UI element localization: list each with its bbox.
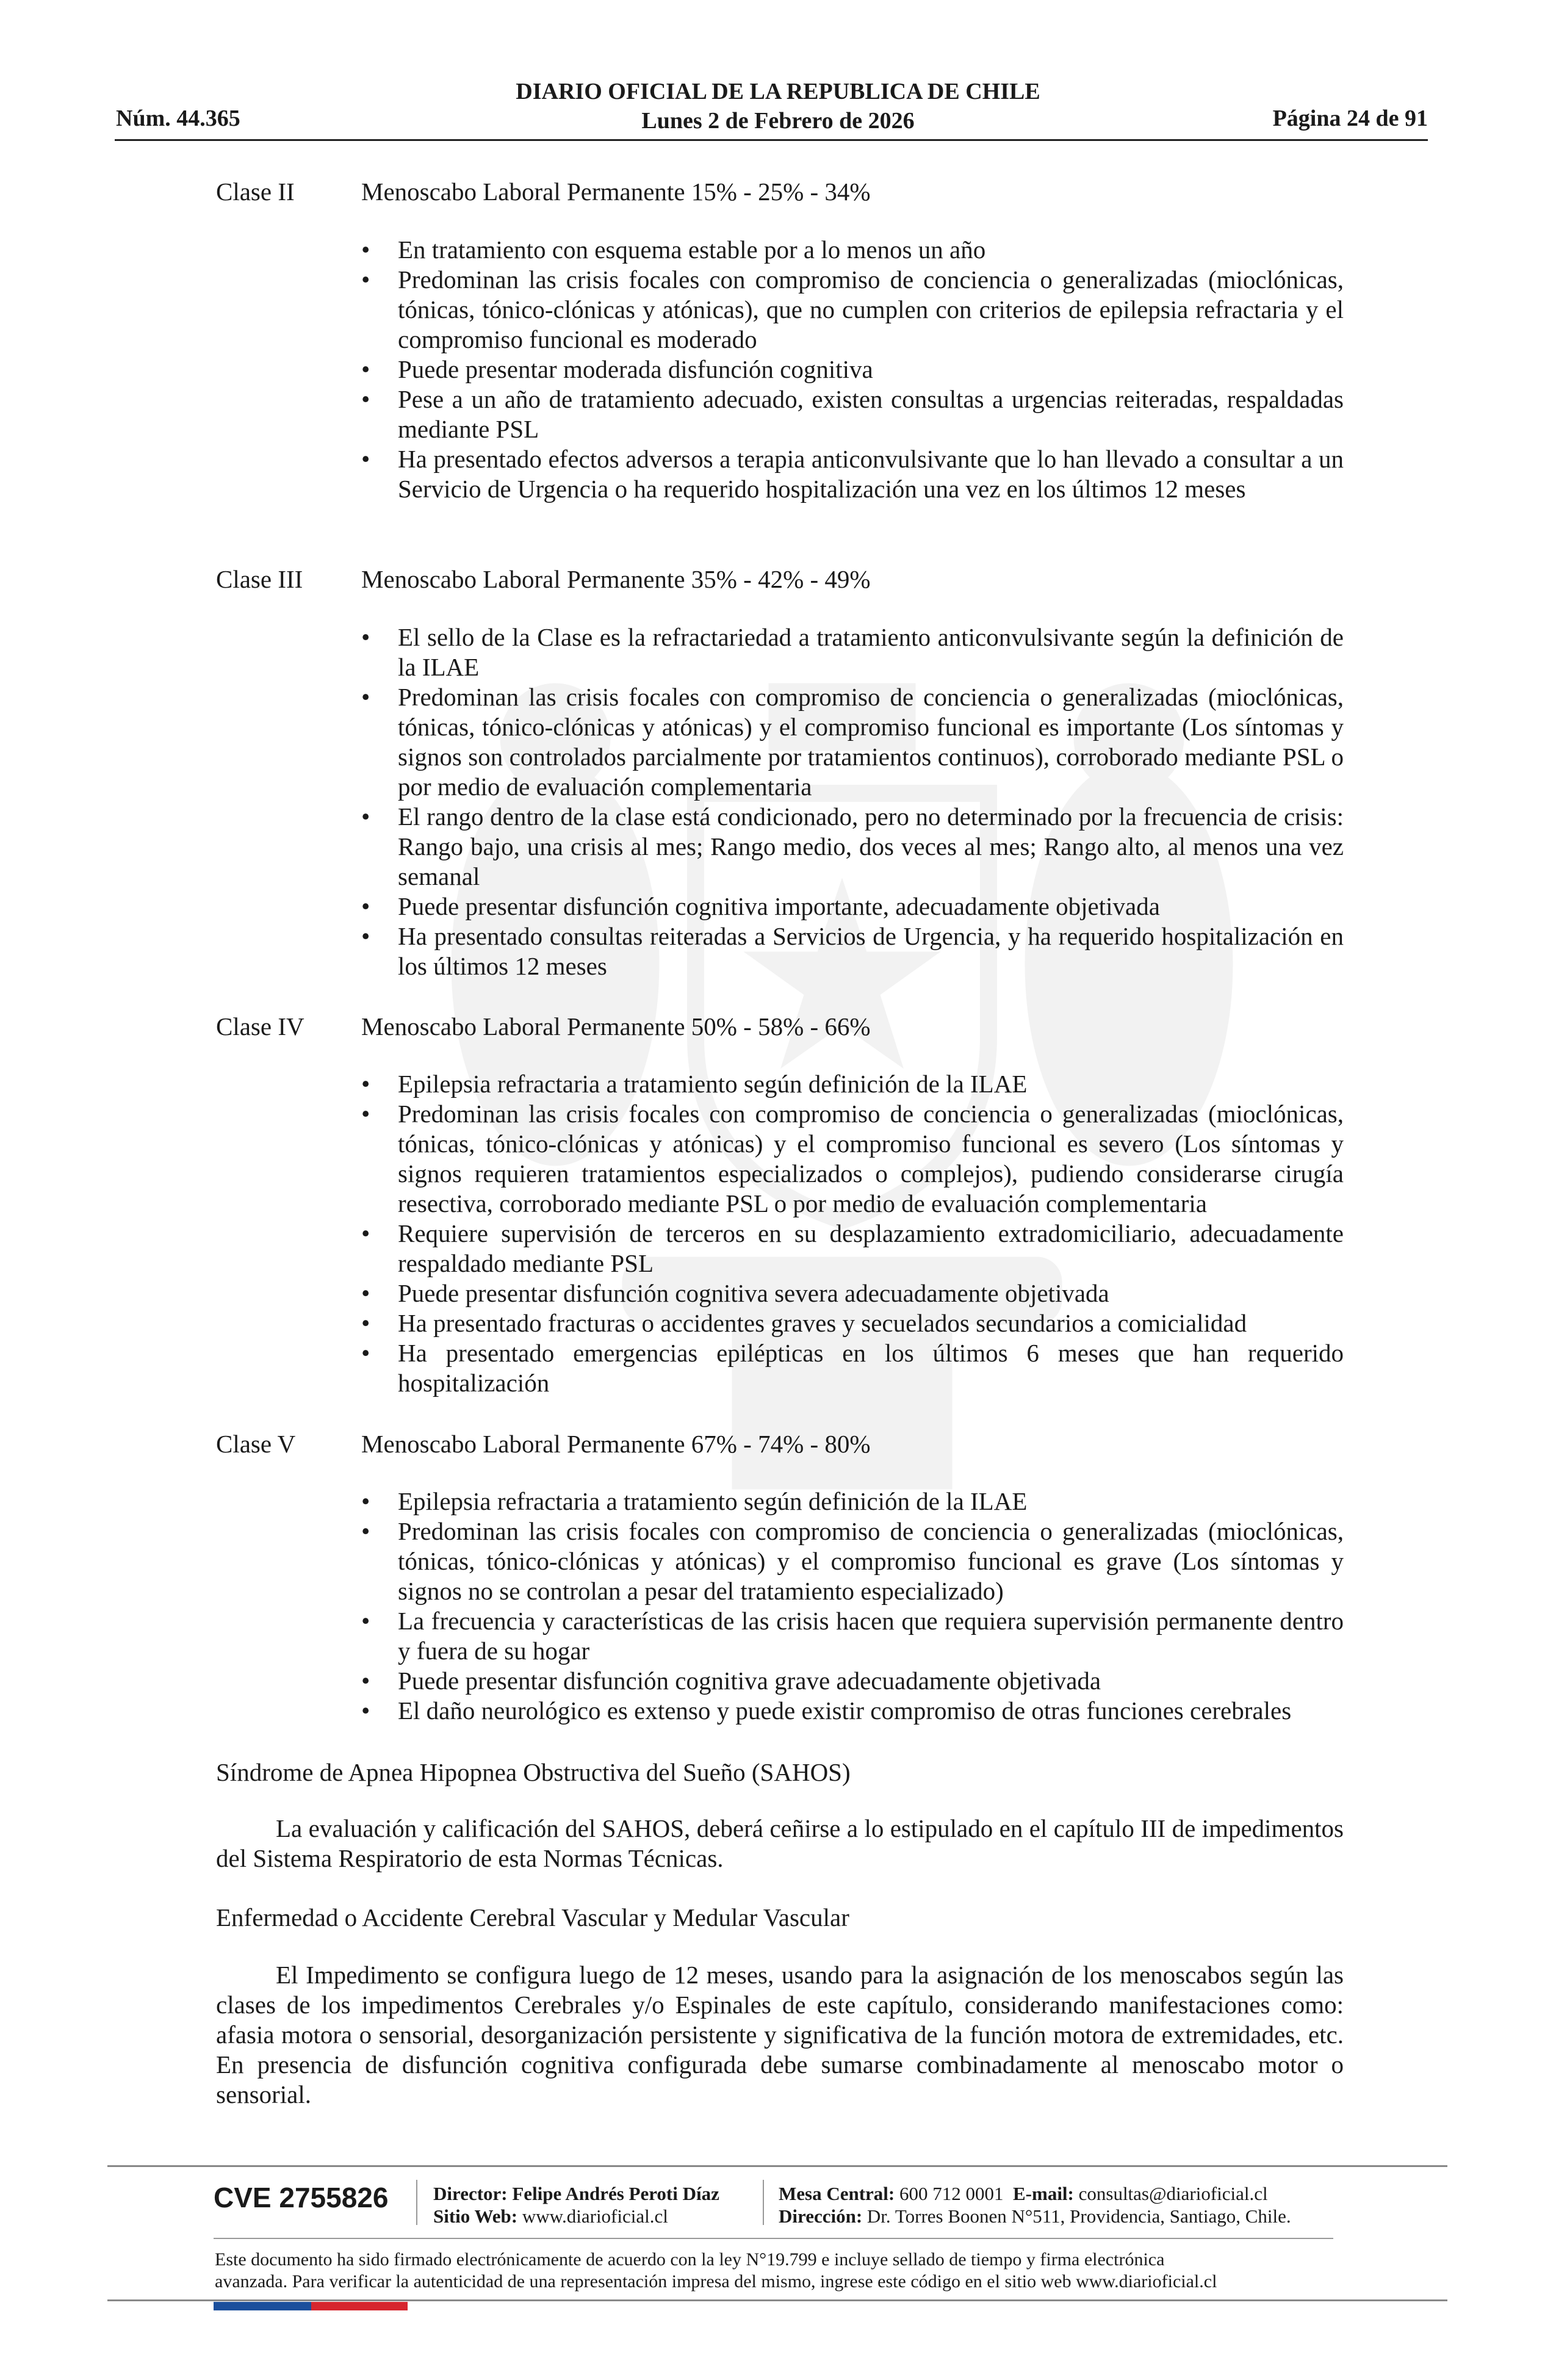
list-item: • Ha presentado consultas reiteradas a Servicios de Urgencia, y ha requerido hospitalización en los últimos 12 meses [361, 922, 1344, 980]
clase-heading [216, 1012, 1345, 1044]
mesa-phone: 600 712 0001 [899, 2183, 1004, 2204]
clase-heading [216, 177, 1345, 209]
list-item: • La frecuencia y características de las crisis hacen que requiera supervisión permanente dentro y fuera de su hogar [361, 1607, 1344, 1665]
direccion-address: Dr. Torres Boonen N°511, Providencia, Santiago, Chile. [866, 2205, 1291, 2227]
email-address[interactable]: consultas@diarioficial.cl [1078, 2183, 1268, 2204]
clase-label: Clase IV [216, 1012, 304, 1040]
web-url[interactable]: www.diarioficial.cl [522, 2205, 668, 2227]
flag-stripe-red [311, 2302, 408, 2310]
section-heading-sahos: Síndrome de Apnea Hipopnea Obstructiva del Sueño (SAHOS) [216, 1758, 851, 1786]
email-label: E-mail: [1013, 2183, 1074, 2204]
list-item: • Ha presentado efectos adversos a terapia anticonvulsivante que lo han llevado a consultar a un Servicio de Urgencia o ha requerido hospitalización una vez en los últimos 12 meses [361, 445, 1344, 503]
director-name: Felipe Andrés Peroti Díaz [512, 2183, 719, 2204]
list-item: • Epilepsia refractaria a tratamiento según definición de la ILAE [361, 1070, 1028, 1098]
header-rule [115, 139, 1428, 141]
section-heading-acv: Enfermedad o Accidente Cerebral Vascular y Medular Vascular [216, 1903, 849, 1931]
list-item: • Ha presentado emergencias epilépticas en los últimos 6 meses que han requerido hospitalización [361, 1339, 1344, 1397]
clase-bullet-list [361, 622, 1344, 981]
clase-heading [216, 1429, 1345, 1461]
list-item: • Puede presentar disfunción cognitiva importante, adecuadamente objetivada [361, 892, 1160, 920]
list-item: • Predominan las crisis focales con compromiso de conciencia o generalizadas (mioclónicas, tónicas, tónico-clónicas y atónicas) y el compromiso funcional es importante (Los síntomas y signos son controlados parcialmente por tratamientos continuos), corroborado mediante PSL o por medio de evaluación complementaria [361, 683, 1344, 801]
footer-rule [107, 2299, 1447, 2301]
director-label: Director: [433, 2183, 508, 2204]
clase-title: Menoscabo Laboral Permanente 35% - 42% - 49% [361, 565, 871, 593]
flag-stripe-blue [214, 2302, 311, 2310]
footer-director-block [433, 2182, 719, 2227]
signature-notice: Este documento ha sido firmado electrónicamente de acuerdo con la ley N°19.799 e incluye sellado de tiempo y firma electrónica avanzada. Para verificar la autenticidad de una representación impresa del mismo, ingrese este código en el sitio web www.diarioficial.cl [215, 2249, 1217, 2292]
page-number: Página 24 de 91 [1272, 106, 1428, 131]
footer-rule [214, 2238, 1333, 2239]
footer-rule [107, 2165, 1447, 2167]
masthead-date: Lunes 2 de Febrero de 2026 [641, 108, 915, 134]
masthead-title: DIARIO OFICIAL DE LA REPUBLICA DE CHILE [516, 79, 1040, 104]
list-item: • Predominan las crisis focales con compromiso de conciencia o generalizadas (mioclónicas, tónicas, tónico-clónicas y atónicas) y el compromiso funcional es grave (Los síntomas y signos no se controlan a pesar del tratamiento especializado) [361, 1517, 1344, 1605]
list-item: • En tratamiento con esquema estable por a lo menos un año [361, 236, 986, 264]
footer-divider [763, 2180, 764, 2225]
list-item: • Epilepsia refractaria a tratamiento según definición de la ILAE [361, 1487, 1028, 1515]
list-item: • El rango dentro de la clase está condicionado, pero no determinado por la frecuencia de crisis: Rango bajo, una crisis al mes; Rango medio, dos veces al mes; Rango alto, al menos una vez semanal [361, 802, 1344, 890]
list-item: • Requiere supervisión de terceros en su desplazamiento extradomiciliario, adecuadamente respaldado mediante PSL [361, 1219, 1344, 1277]
clase-title: Menoscabo Laboral Permanente 50% - 58% - 66% [361, 1012, 871, 1040]
clase-title: Menoscabo Laboral Permanente 67% - 74% - 80% [361, 1430, 871, 1458]
direccion-label: Dirección: [779, 2205, 863, 2227]
footer-divider [416, 2180, 417, 2225]
footer-contact-block [779, 2182, 1291, 2227]
clase-label: Clase II [216, 178, 295, 206]
clase-bullet-list [361, 235, 1344, 504]
clase-bullet-list [361, 1069, 1344, 1398]
clase-heading [216, 564, 1345, 596]
list-item: • Puede presentar disfunción cognitiva grave adecuadamente objetivada [361, 1667, 1101, 1695]
section-paragraph-sahos: La evaluación y calificación del SAHOS, deberá ceñirse a lo estipulado en el capítulo III de impedimentos del Sistema Respiratorio de esta Normas Técnicas. [216, 1814, 1344, 1872]
list-item: • El daño neurológico es extenso y puede existir compromiso de otras funciones cerebrales [361, 1697, 1292, 1725]
issue-number: Núm. 44.365 [116, 106, 240, 131]
clase-label: Clase V [216, 1430, 296, 1458]
list-item: • Puede presentar disfunción cognitiva severa adecuadamente objetivada [361, 1279, 1109, 1307]
list-item: • Puede presentar moderada disfunción cognitiva [361, 355, 873, 383]
list-item: • El sello de la Clase es la refractariedad a tratamiento anticonvulsivante según la definición de la ILAE [361, 623, 1344, 681]
web-label: Sitio Web: [433, 2205, 518, 2227]
clase-label: Clase III [216, 565, 303, 593]
mesa-label: Mesa Central: [779, 2183, 895, 2204]
list-item: • Predominan las crisis focales con compromiso de conciencia o generalizadas (mioclónicas, tónicas, tónico-clónicas y atónicas), que no cumplen con criterios de epilepsia refractaria y el compromiso funcional es moderado [361, 265, 1344, 353]
list-item: • Ha presentado fracturas o accidentes graves y secuelados secundarios a comicialidad [361, 1309, 1247, 1337]
section-paragraph-acv: El Impedimento se configura luego de 12 meses, usando para la asignación de los menoscabos según las clases de los impedimentos Cerebrales y/o Espinales de este capítulo, considerando manifestaciones como: afasia motora o sensorial, desorganización persistente y significativa de la función motora de extremidades, etc. En presencia de disfunción cognitiva configurada debe sumarse combinadamente al menoscabo motor o sensorial. [216, 1961, 1344, 2108]
list-item: • Pese a un año de tratamiento adecuado, existen consultas a urgencias reiteradas, respaldadas mediante PSL [361, 385, 1344, 443]
cve-code: CVE 2755826 [214, 2182, 389, 2213]
list-item: • Predominan las crisis focales con compromiso de conciencia o generalizadas (mioclónicas, tónicas, tónico-clónicas y atónicas) y el compromiso funcional es severo (Los síntomas y signos requieren tratamientos especializados o complejos), pudiendo considerarse cirugía resectiva, corroborado mediante PSL o por medio de evaluación complementaria [361, 1100, 1344, 1217]
clase-title: Menoscabo Laboral Permanente 15% - 25% - 34% [361, 178, 871, 206]
clase-bullet-list [361, 1487, 1344, 1726]
